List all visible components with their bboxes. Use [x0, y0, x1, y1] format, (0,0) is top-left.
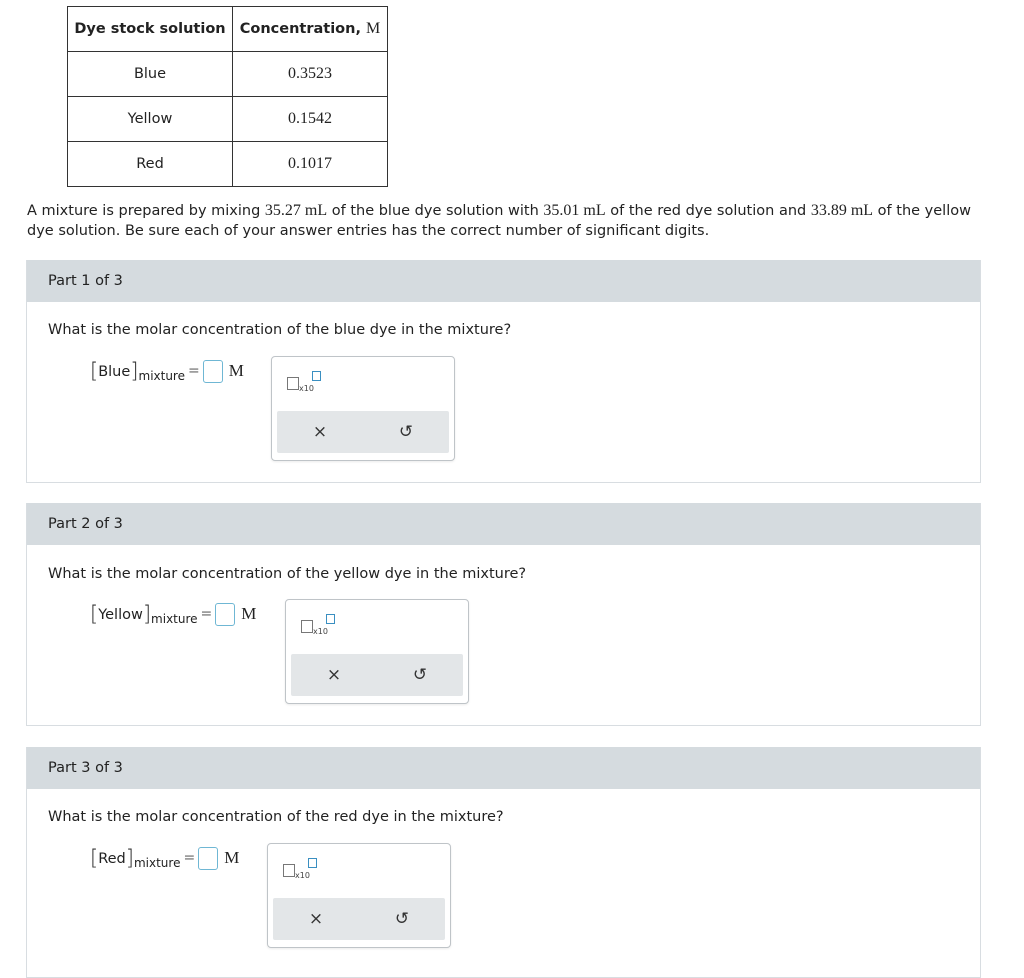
- answer-row: [90, 360, 244, 383]
- palette-toolbar: [291, 654, 463, 696]
- part-1-panel: [26, 260, 981, 483]
- subscript: mixture: [133, 856, 181, 870]
- palette-toolbar: [277, 411, 449, 453]
- cell-dye: Blue: [68, 52, 233, 97]
- scientific-notation-icon[interactable]: x10: [283, 858, 317, 880]
- cell-dye: Yellow: [68, 97, 233, 142]
- part-3-panel: [26, 747, 981, 978]
- unit-label: M: [241, 604, 257, 623]
- answer-row: [90, 603, 256, 626]
- question-text: What is the molar concentration of the yellow dye in the mixture?: [48, 566, 527, 582]
- equals-sign: =: [200, 606, 213, 622]
- right-bracket: ]: [130, 359, 139, 383]
- species-label: Yellow: [98, 607, 143, 623]
- header-concentration: Concentration, M: [233, 7, 388, 52]
- clear-icon[interactable]: ×: [308, 909, 324, 929]
- undo-icon[interactable]: ↺: [412, 665, 428, 685]
- cell-concentration: 0.3523: [233, 52, 388, 97]
- cell-dye: Red: [68, 142, 233, 187]
- palette-toolbar: [273, 898, 445, 940]
- equals-sign: =: [183, 850, 196, 866]
- unit-label: M: [228, 361, 244, 380]
- scientific-notation-icon[interactable]: x10: [301, 614, 335, 636]
- table-row: [68, 142, 388, 187]
- clear-icon[interactable]: ×: [326, 665, 342, 685]
- part-header: Part 3 of 3: [27, 747, 980, 789]
- unit-label: M: [224, 848, 240, 867]
- answer-input[interactable]: [198, 847, 218, 870]
- cell-concentration: 0.1542: [233, 97, 388, 142]
- left-bracket: [: [90, 359, 99, 383]
- question-text: What is the molar concentration of the blue dye in the mixture?: [48, 322, 512, 338]
- question-text: What is the molar concentration of the red dye in the mixture?: [48, 809, 504, 825]
- header-dye: Dye stock solution: [68, 7, 233, 52]
- left-bracket: [: [90, 846, 99, 870]
- answer-input[interactable]: [215, 603, 235, 626]
- right-bracket: ]: [125, 846, 134, 870]
- subscript: mixture: [151, 612, 198, 626]
- scientific-notation-icon[interactable]: x10: [287, 371, 321, 393]
- math-palette: [271, 356, 455, 461]
- part-header: Part 1 of 3: [27, 260, 980, 302]
- species-label: Blue: [98, 364, 131, 380]
- math-palette: [267, 843, 451, 948]
- dye-stock-table: [67, 6, 388, 187]
- subscript: mixture: [138, 369, 185, 383]
- undo-icon[interactable]: ↺: [394, 909, 410, 929]
- species-label: Red: [98, 851, 126, 867]
- math-palette: [285, 599, 469, 704]
- part-2-panel: [26, 503, 981, 726]
- left-bracket: [: [90, 602, 99, 626]
- clear-icon[interactable]: ×: [312, 422, 328, 442]
- table-header-row: [68, 7, 388, 52]
- table-row: [68, 52, 388, 97]
- answer-input[interactable]: [203, 360, 223, 383]
- part-header: Part 2 of 3: [27, 503, 980, 545]
- right-bracket: ]: [142, 602, 152, 626]
- equals-sign: =: [188, 363, 200, 379]
- problem-statement: A mixture is prepared by mixing 35.27 mL of the blue dye solution with 35.01 mL of the red dye solution and 33.89 mL of the yellow dye solution. Be sure each of your answer entries has the correct number of significant digits.: [27, 202, 971, 239]
- table-row: [68, 97, 388, 142]
- cell-concentration: 0.1017: [233, 142, 388, 187]
- undo-icon[interactable]: ↺: [398, 422, 414, 442]
- answer-row: [90, 847, 239, 870]
